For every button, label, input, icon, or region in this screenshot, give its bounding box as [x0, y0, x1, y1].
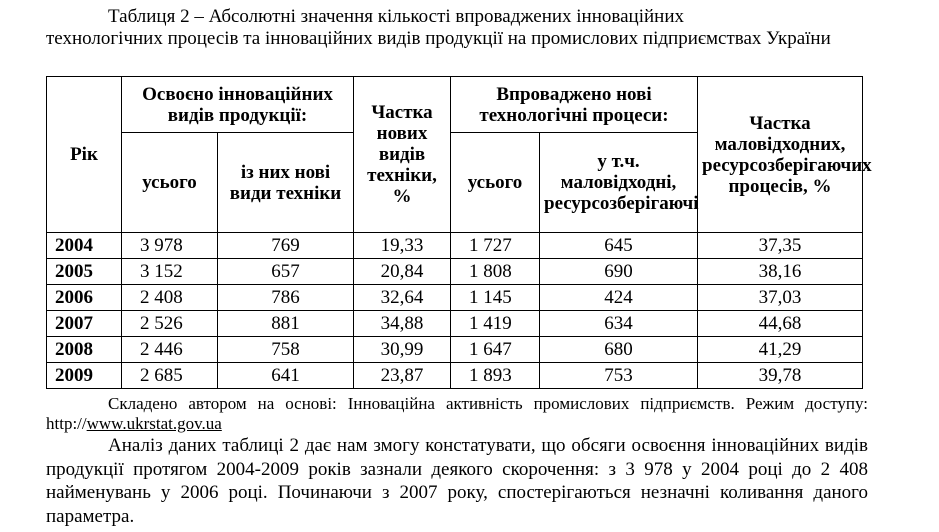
- cell-total-products: 2 446: [122, 337, 218, 363]
- cell-share-machinery: 32,64: [354, 285, 451, 311]
- cell-share-machinery: 30,99: [354, 337, 451, 363]
- cell-low-waste: 645: [540, 233, 698, 259]
- cell-share-low-waste: 37,35: [698, 233, 863, 259]
- table-row: [47, 337, 863, 363]
- cell-share-machinery: 34,88: [354, 311, 451, 337]
- table-caption-rest: технологічних процесів та інноваційних видів продукції на промислових підприємствах України: [46, 28, 831, 49]
- cell-share-low-waste: 38,16: [698, 259, 863, 285]
- header-share-machinery: Частка нових видів техніки, %: [354, 77, 451, 233]
- cell-low-waste: 680: [540, 337, 698, 363]
- cell-total-processes: 1 647: [451, 337, 540, 363]
- source-text: Складено автором на основі: Інноваційна активність промислових підприємств. Режим доступу:: [108, 394, 868, 413]
- table-row: [47, 259, 863, 285]
- cell-total-products: 2 526: [122, 311, 218, 337]
- cell-year: 2008: [47, 337, 122, 363]
- cell-year: 2005: [47, 259, 122, 285]
- cell-share-low-waste: 37,03: [698, 285, 863, 311]
- table-row: [47, 233, 863, 259]
- header-total-processes: усього: [451, 133, 540, 233]
- cell-total-products: 3 152: [122, 259, 218, 285]
- table-row: [47, 285, 863, 311]
- table-caption-line1: Таблиця 2 – Абсолютні значення кількості впроваджених інноваційних: [108, 6, 684, 27]
- table-row: [47, 363, 863, 389]
- cell-total-processes: 1 727: [451, 233, 540, 259]
- source-link[interactable]: www.ukrstat.gov.ua: [86, 414, 222, 433]
- cell-share-low-waste: 44,68: [698, 311, 863, 337]
- table-caption: [46, 6, 868, 50]
- header-group-processes: Впроваджено нові технологічні процеси:: [451, 77, 698, 133]
- cell-low-waste: 753: [540, 363, 698, 389]
- cell-total-processes: 1 893: [451, 363, 540, 389]
- cell-new-machinery: 786: [218, 285, 354, 311]
- cell-total-processes: 1 419: [451, 311, 540, 337]
- cell-new-machinery: 881: [218, 311, 354, 337]
- cell-year: 2007: [47, 311, 122, 337]
- cell-total-products: 3 978: [122, 233, 218, 259]
- cell-share-low-waste: 41,29: [698, 337, 863, 363]
- cell-new-machinery: 657: [218, 259, 354, 285]
- cell-share-machinery: 23,87: [354, 363, 451, 389]
- header-low-waste: у т.ч. маловідходні, ресурсозберігаючі: [540, 133, 698, 233]
- cell-low-waste: 690: [540, 259, 698, 285]
- cell-share-machinery: 20,84: [354, 259, 451, 285]
- cell-year: 2009: [47, 363, 122, 389]
- table-row: [47, 311, 863, 337]
- cell-year: 2006: [47, 285, 122, 311]
- source-url-prefix: http://: [46, 414, 87, 433]
- cell-total-products: 2 685: [122, 363, 218, 389]
- innovation-table: [46, 76, 872, 389]
- header-new-machinery: із них нові види техніки: [218, 133, 354, 233]
- cell-share-machinery: 19,33: [354, 233, 451, 259]
- cell-new-machinery: 758: [218, 337, 354, 363]
- cell-total-products: 2 408: [122, 285, 218, 311]
- source-note: [46, 394, 868, 434]
- cell-new-machinery: 769: [218, 233, 354, 259]
- header-group-products: Освоєно інноваційних видів продукції:: [122, 77, 354, 133]
- cell-low-waste: 424: [540, 285, 698, 311]
- cell-year: 2004: [47, 233, 122, 259]
- cell-low-waste: 634: [540, 311, 698, 337]
- analysis-paragraph: [46, 434, 868, 528]
- header-year: Рік: [47, 77, 122, 233]
- cell-share-low-waste: 39,78: [698, 363, 863, 389]
- header-share-low-waste: Частка маловідходних, ресурсозберігаючих процесів, %: [698, 77, 863, 233]
- cell-new-machinery: 641: [218, 363, 354, 389]
- analysis-text: Аналіз даних таблиці 2 дає нам змогу констатувати, що обсяги освоєння інноваційних видів продукції протягом 2004-2009 років зазнали деякого скорочення: з 3 978 у 2004 році до 2 408 найменувань у 2006 році. Починаючи з 2007 року, спостерігаються незначні коливання даного параметра.: [46, 435, 868, 527]
- cell-total-processes: 1 145: [451, 285, 540, 311]
- cell-total-processes: 1 808: [451, 259, 540, 285]
- header-total-products: усього: [122, 133, 218, 233]
